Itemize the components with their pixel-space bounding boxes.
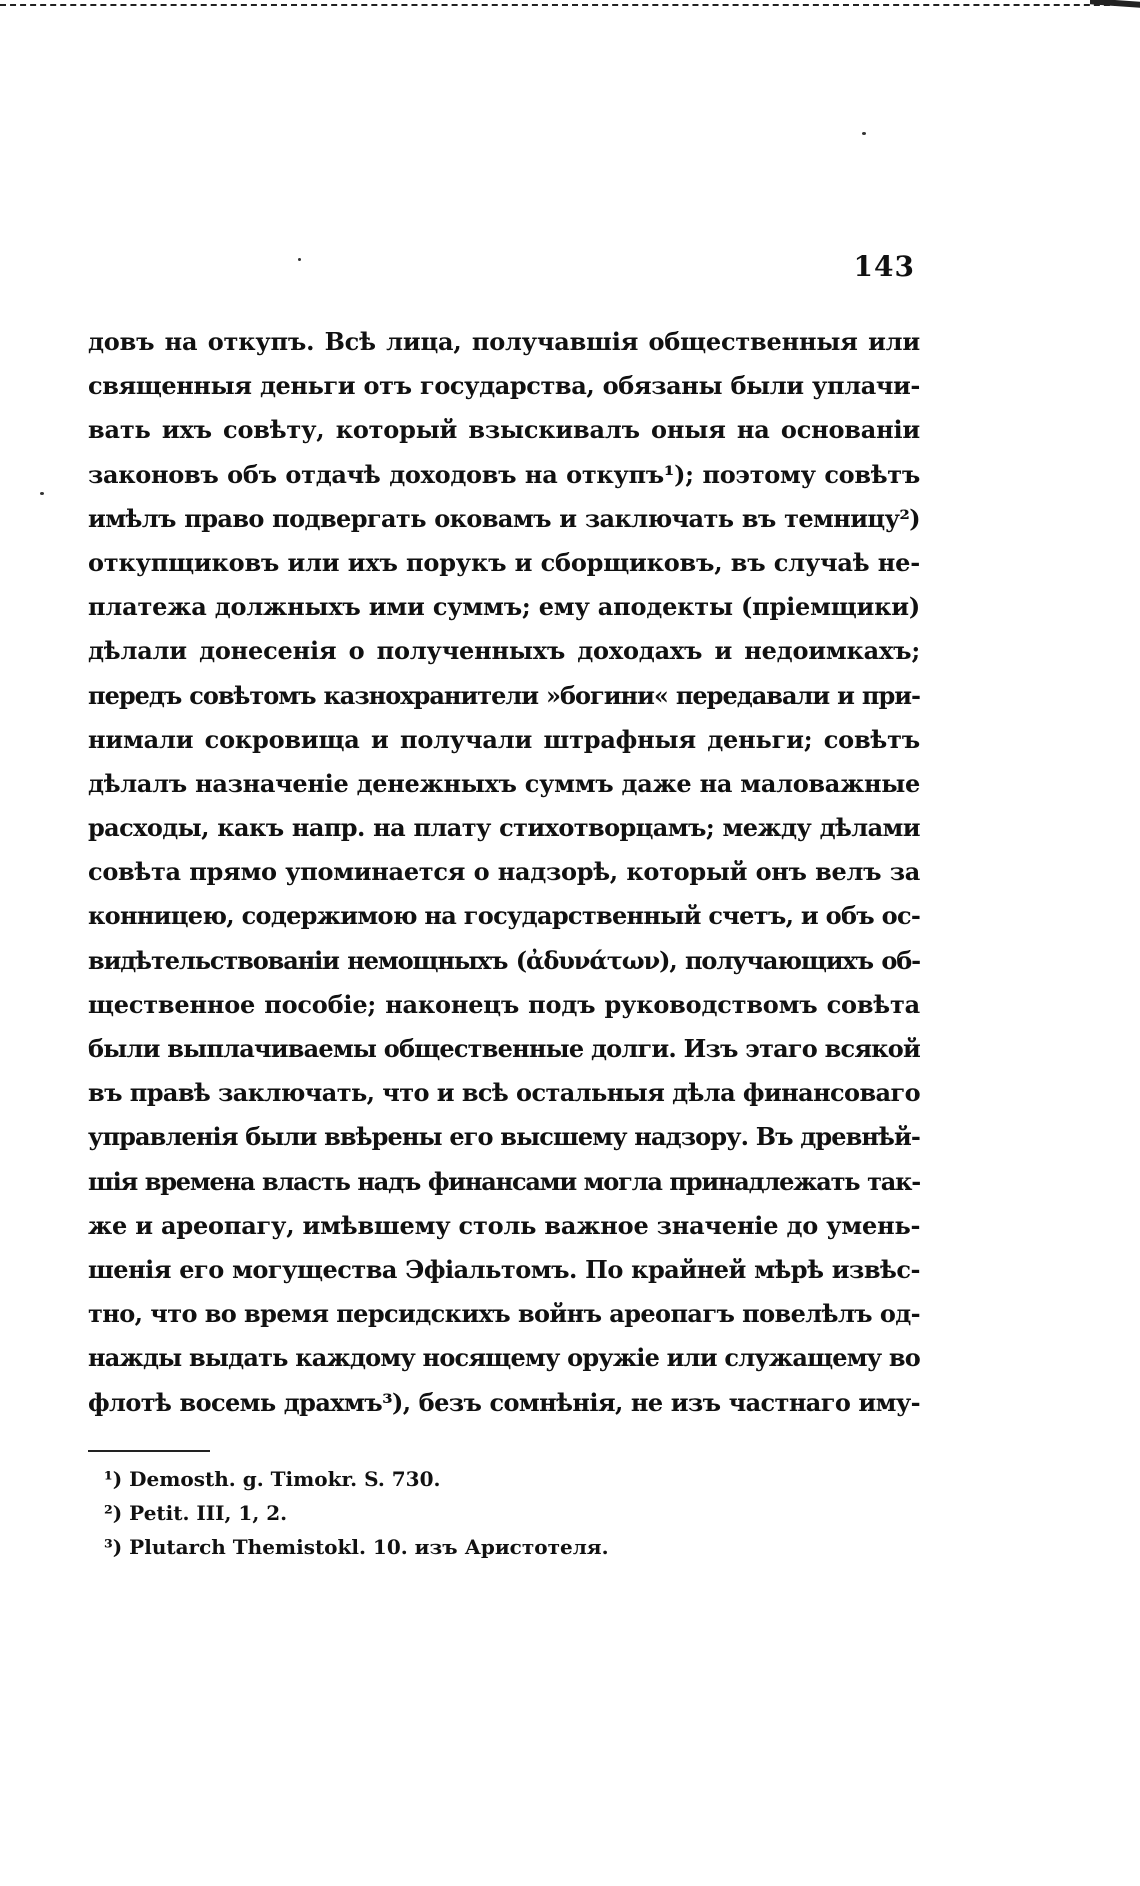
body-line: передъ совѣтомъ казнохранители »богини« передавали и при- — [88, 680, 920, 710]
body-line: тно, что во время персидскихъ войнъ ареопагъ повелѣлъ од- — [88, 1299, 920, 1329]
body-line: нимали сокровища и получали штрафныя деньги; совѣтъ — [88, 724, 920, 754]
body-line: управленія были ввѣрены его высшему надзору. Въ древнѣй- — [88, 1122, 920, 1152]
body-line: были выплачиваемы общественные долги. Изъ этаго всякой — [88, 1034, 920, 1063]
body-line: въ правѣ заключать, что и всѣ остальныя дѣла финансоваго — [88, 1078, 920, 1108]
body-line: платежа должныхъ ими суммъ; ему аподекты (пріемщики) — [88, 592, 920, 622]
body-line: имѣлъ право подвергать оковамъ и заключать въ темницу²) — [88, 503, 920, 533]
body-line: откупщиковъ или ихъ порукъ и сборщиковъ, въ случаѣ не- — [88, 547, 920, 577]
top-corner-mark — [1090, 0, 1140, 8]
footnotes — [104, 1462, 804, 1564]
body-line: довъ на откупъ. Всѣ лица, получавшія общественныя или — [88, 327, 920, 356]
footnote: ¹) Demosth. g. Timokr. S. 730. — [104, 1467, 441, 1491]
footnote: ³) Plutarch Themistokl. 10. изъ Аристотеля. — [104, 1535, 609, 1559]
paper-speck — [40, 492, 44, 495]
body-line: совѣта прямо упоминается о надзорѣ, который онъ велъ за — [88, 857, 920, 887]
paper-speck — [298, 258, 301, 261]
body-line: конницею, содержимою на государственный счетъ, и объ ос- — [88, 901, 921, 931]
footnote: ²) Petit. III, 1, 2. — [104, 1501, 288, 1525]
page-number: 143 — [853, 250, 915, 283]
body-line: дѣлали донесенія о полученныхъ доходахъ и недоимкахъ; — [88, 636, 920, 666]
body-line: законовъ объ отдачѣ доходовъ на откупъ¹); поэтому совѣтъ — [88, 459, 920, 489]
body-line: щественное пособіе; наконецъ подъ руководствомъ совѣта — [88, 989, 920, 1019]
body-line: дѣлалъ назначеніе денежныхъ суммъ даже на маловажные — [88, 768, 920, 798]
body-line: шенія его могущества Эфіальтомъ. По крайней мѣрѣ извѣс- — [88, 1254, 920, 1284]
paper-speck — [862, 132, 866, 135]
body-text — [88, 320, 920, 1425]
body-line: флотѣ восемь драхмъ³), безъ сомнѣнія, не изъ частнаго иму- — [88, 1387, 920, 1417]
body-line: священныя деньги отъ государства, обязаны были уплачи- — [88, 371, 920, 401]
body-line: вать ихъ совѣту, который взыскивалъ оныя на основаніи — [88, 415, 920, 445]
body-line: нажды выдать каждому носящему оружіе или служащему во — [88, 1343, 920, 1373]
top-edge-rule — [0, 4, 1140, 6]
body-line: шія времена власть надъ финансами могла принадлежать так- — [88, 1166, 920, 1196]
footnote-rule — [88, 1450, 210, 1452]
body-line: же и ареопагу, имѣвшему столь важное значеніе до умень- — [88, 1210, 921, 1240]
body-line: видѣтельствованіи немощныхъ (ἀδυνάτων), получающихъ об- — [88, 945, 920, 975]
body-line: расходы, какъ напр. на плату стихотворцамъ; между дѣлами — [88, 813, 920, 843]
